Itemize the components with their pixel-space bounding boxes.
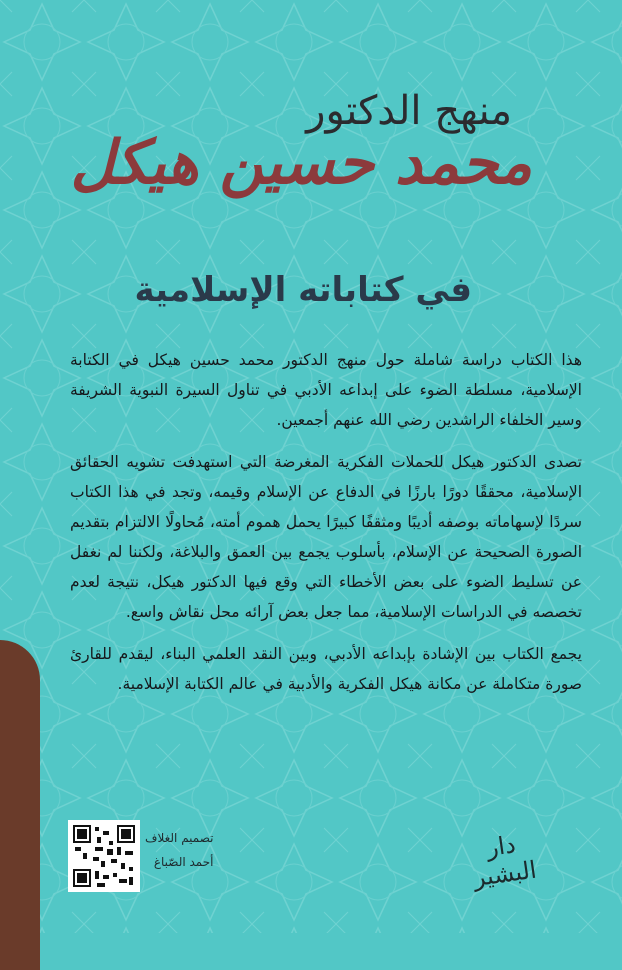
cover-design-credit	[145, 826, 213, 874]
title-subtitle: في كتاباته الإسلامية	[134, 270, 472, 310]
publisher-logo-text: دار البشير	[471, 830, 539, 893]
paragraph-1: هذا الكتاب دراسة شاملة حول منهج الدكتور محمد حسين هيكل في الكتابة الإسلامية، مسلطة الضوء على إبداعه الأدبي في تناول السيرة النبوية الشريفة وسير الخلفاء الراشدين رضي الله عنهم أجمعين.	[70, 351, 582, 429]
cover-designer-name: أحمد الصّباغ	[153, 855, 214, 869]
title-line-1: منهج الدكتور	[306, 88, 512, 134]
publisher-logo	[458, 832, 548, 892]
paragraph-2: تصدى الدكتور هيكل للحملات الفكرية المغرضة التي استهدفت تشويه الحقائق الإسلامية، محققًا دورًا بارزًا في الدفاع عن الإسلام وقيمه، وتجد في هذا الكتاب سردًا لإسهاماته بوصفه أديبًا ومثقفًا كبيرًا يحمل هموم أمته، مُحاولًا الالتزام بتقديم الصورة الصحيحة عن الإسلام، بأسلوب يجمع بين العمق والبلاغة، ولكننا لم نغفل عن تسليط الضوء على بعض الأخطاء التي وقع فيها الدكتور هيكل، نتيجة لعدم تخصصه في الدراسات الإسلامية، مما جعل بعض آرائه محل نقاش واسع.	[70, 453, 582, 621]
qr-code-icon	[68, 820, 140, 892]
paragraph-3: يجمع الكتاب بين الإشادة بإبداعه الأدبي، وبين النقد العلمي البناء، ليقدم للقارئ صورة متكاملة عن مكانة هيكل الفكرية والأدبية في عالم الكتابة الإسلامية.	[70, 645, 582, 693]
book-spine-edge	[0, 640, 40, 970]
author-name-title: محمد حسين هيكل	[70, 128, 532, 198]
cover-design-label: تصميم الغلاف	[145, 831, 214, 845]
back-cover-description	[70, 345, 582, 711]
